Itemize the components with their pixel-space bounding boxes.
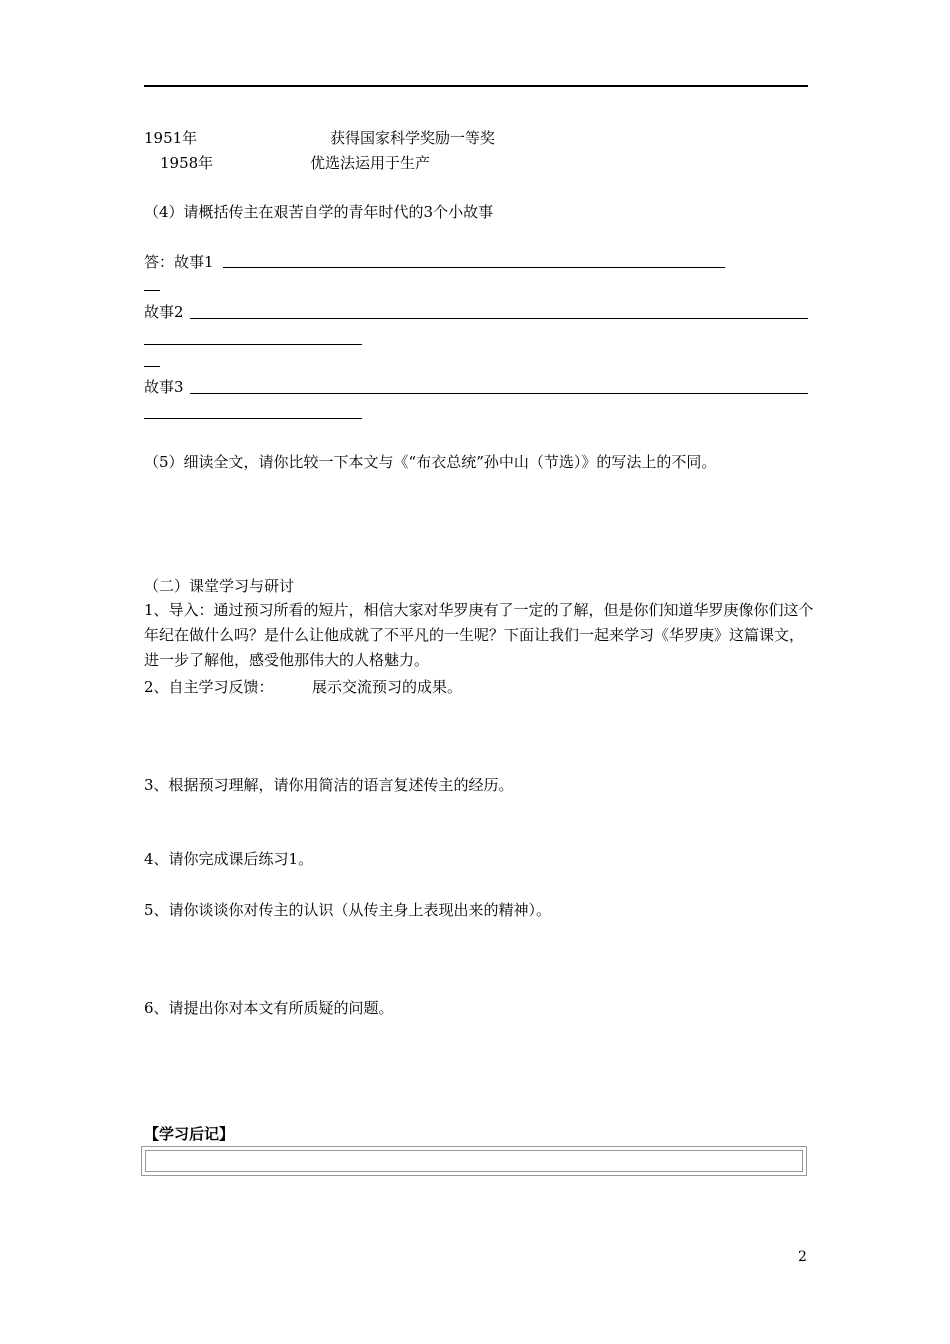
timeline-event-1958: 优选法运用于生产 xyxy=(310,154,431,172)
question-4-prompt: （4）请概括传主在艰苦自学的青年时代的3个小故事 xyxy=(144,203,494,221)
section-2-heading: （二）课堂学习与研讨 xyxy=(144,577,295,595)
story-3-label: 故事3 xyxy=(144,378,184,396)
study-notes-heading: 【学习后记】 xyxy=(144,1125,235,1143)
story-1-answer-line[interactable] xyxy=(223,267,725,268)
story-3-answer-line-2[interactable] xyxy=(144,418,362,419)
story-2-label: 故事2 xyxy=(144,303,184,321)
section-2-item-1: 1、导入：通过预习所看的短片，相信大家对华罗庚有了一定的了解，但是你们知道华罗庚像你们这个年纪在做什么吗？是什么让他成就了不平凡的一生呢？下面让我们一起来学习《华罗庚》这篇课文，进一步了解他，感受他那伟大的人格魅力。 xyxy=(144,601,814,669)
story-2-answer-line-2[interactable] xyxy=(144,344,362,345)
timeline-year-1958: 1958年 xyxy=(160,154,214,172)
story-1-label: 答：故事1 xyxy=(144,253,214,271)
story-2-answer-line-continued xyxy=(144,366,160,367)
timeline-year-1951: 1951年 xyxy=(144,129,198,147)
timeline-event-1951: 获得国家科学奖励一等奖 xyxy=(330,129,496,147)
story-2-answer-line[interactable] xyxy=(190,318,808,319)
study-notes-box-inner xyxy=(145,1150,803,1172)
header-rule xyxy=(144,85,808,87)
question-5-prompt: （5）细读全文，请你比较一下本文与《“布衣总统”孙中山（节选）》的写法上的不同。 xyxy=(144,453,717,471)
section-2-item-5: 5、请你谈谈你对传主的认识（从传主身上表现出来的精神）。 xyxy=(144,901,552,919)
section-2-item-6: 6、请提出你对本文有所质疑的问题。 xyxy=(144,999,394,1017)
section-2-item-3: 3、根据预习理解，请你用简洁的语言复述传主的经历。 xyxy=(144,776,514,794)
section-2-item-2-text: 展示交流预习的成果。 xyxy=(312,678,463,696)
story-1-answer-line-continued xyxy=(144,290,160,291)
story-3-answer-line[interactable] xyxy=(190,393,808,394)
page-number: 2 xyxy=(798,1249,807,1265)
section-2-item-2-label: 2、自主学习反馈： xyxy=(144,678,274,696)
study-notes-box[interactable] xyxy=(141,1146,807,1176)
section-2-item-4: 4、请你完成课后练习1。 xyxy=(144,850,314,868)
